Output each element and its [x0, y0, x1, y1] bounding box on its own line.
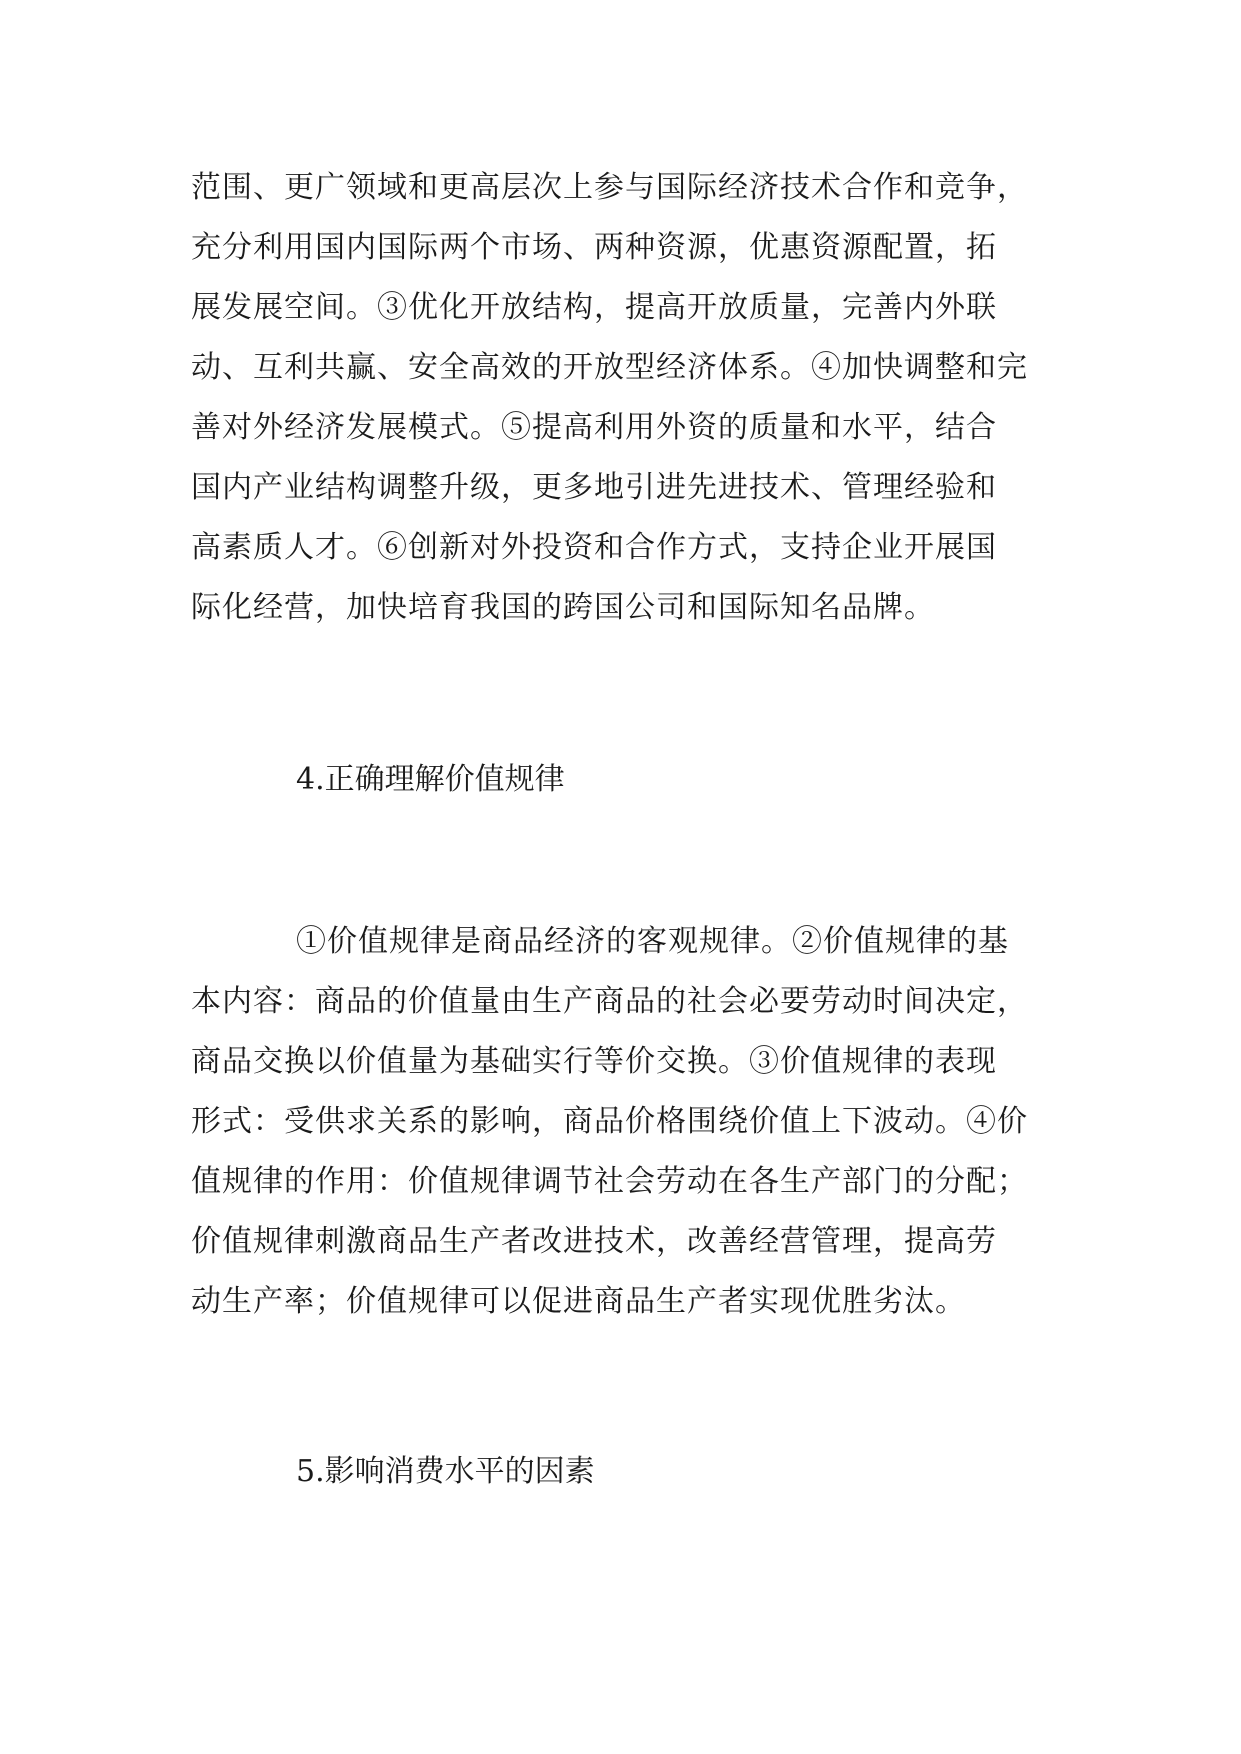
text-line: 善对外经济发展模式。⑤提高利用外资的质量和水平，结合	[191, 410, 997, 445]
section-heading-consumption-factors: 5.影响消费水平的因素	[296, 1454, 595, 1489]
text-line: 价值规律刺激商品生产者改进技术，改善经营管理，提高劳	[191, 1224, 997, 1259]
text-line: 本内容：商品的价值量由生产商品的社会必要劳动时间决定，	[191, 984, 1028, 1019]
text-line: 动生产率；价值规律可以促进商品生产者实现优胜劣汰。	[191, 1284, 966, 1319]
text-line: 范围、更广领域和更高层次上参与国际经济技术合作和竞争，	[191, 170, 1028, 205]
text-line: 形式：受供求关系的影响，商品价格围绕价值上下波动。④价	[191, 1104, 1028, 1139]
text-line: 高素质人才。⑥创新对外投资和合作方式，支持企业开展国	[191, 530, 997, 565]
text-line: 充分利用国内国际两个市场、两种资源，优惠资源配置，拓	[191, 230, 997, 265]
paragraph-value-law	[191, 912, 1071, 1332]
section-heading-value-law: 4.正确理解价值规律	[296, 762, 565, 797]
text-line: 值规律的作用：价值规律调节社会劳动在各生产部门的分配；	[191, 1164, 1028, 1199]
text-line: 商品交换以价值量为基础实行等价交换。③价值规律的表现	[191, 1044, 997, 1079]
text-line: 际化经营，加快培育我国的跨国公司和国际知名品牌。	[191, 590, 935, 625]
paragraph-opening-up	[191, 158, 1071, 638]
text-line: 国内产业结构调整升级，更多地引进先进技术、管理经验和	[191, 470, 997, 505]
text-line: 动、互利共赢、安全高效的开放型经济体系。④加快调整和完	[191, 350, 1028, 385]
text-line: 展发展空间。③优化开放结构，提高开放质量，完善内外联	[191, 290, 997, 325]
text-line: ①价值规律是商品经济的客观规律。②价值规律的基	[296, 924, 1009, 959]
